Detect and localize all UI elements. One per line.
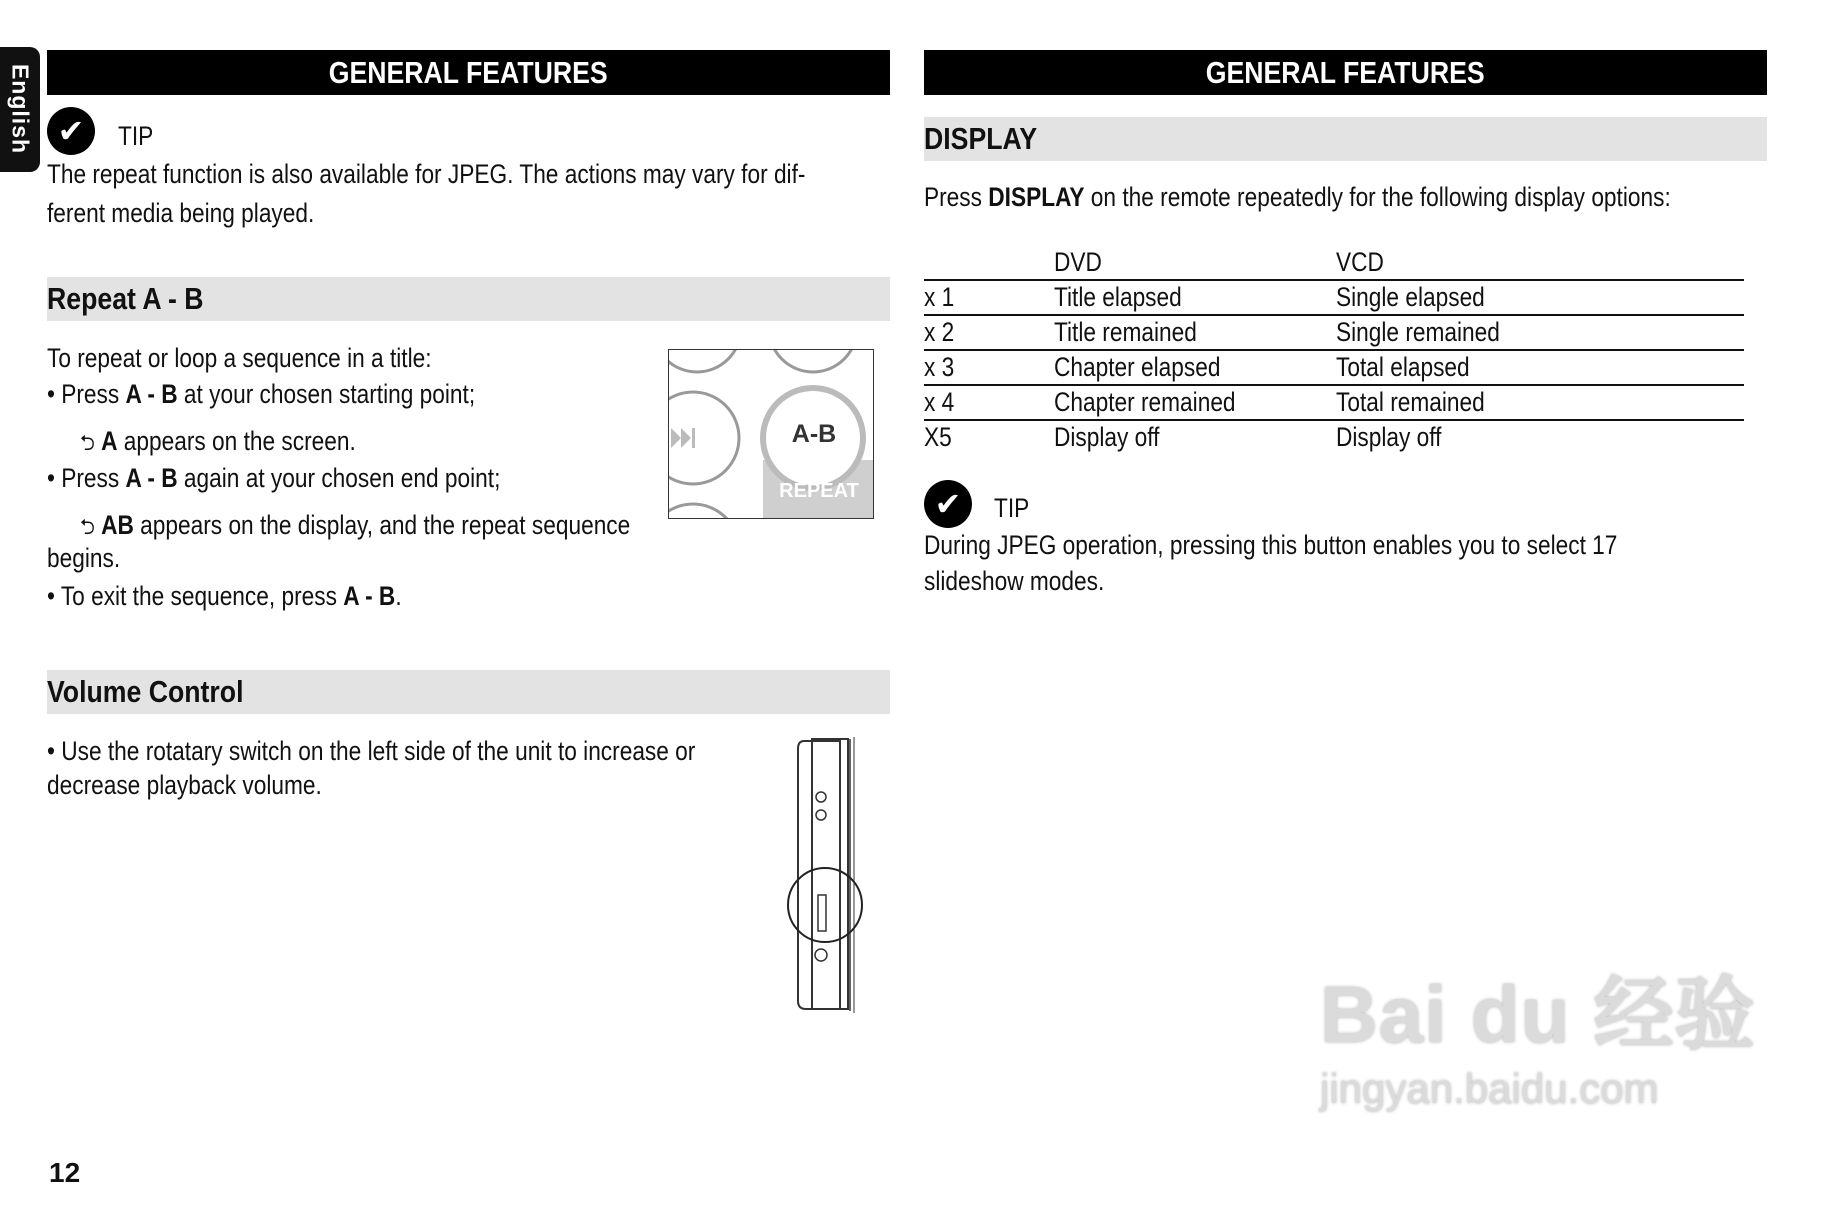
- repeat-arrow-icon: ⮌: [80, 430, 95, 455]
- repeat-ab-result-1: ⮌ A appears on the screen.: [80, 426, 356, 456]
- tip-check-icon: ✔: [47, 107, 95, 155]
- skip-next-icon: [671, 428, 695, 448]
- right-tip-line-1: During JPEG operation, pressing this button enables you to select 17: [924, 530, 1618, 560]
- table-cell: Chapter elapsed: [1054, 350, 1336, 385]
- ab-button-label: A-B: [791, 420, 837, 448]
- table-row: [924, 350, 1744, 385]
- table-row: [924, 315, 1744, 350]
- table-cell: x 1: [924, 280, 1054, 315]
- ab-button-illustration: [668, 349, 874, 519]
- repeat-ab-result-2-cont: begins.: [47, 543, 121, 573]
- tip-check-icon: ✔: [924, 480, 972, 528]
- right-section-header-text: GENERAL FEATURES: [1206, 55, 1485, 90]
- table-cell: Chapter remained: [1054, 385, 1336, 420]
- page-number: 12: [49, 1157, 81, 1188]
- table-cell: x 3: [924, 350, 1054, 385]
- table-cell: Total elapsed: [1336, 350, 1744, 385]
- table-cell: Title elapsed: [1054, 280, 1336, 315]
- watermark-url: jingyan.baidu.com: [1320, 1065, 1659, 1112]
- display-options-table: [924, 246, 1744, 454]
- volume-line-1: • Use the rotatary switch on the left side of the unit to increase or: [47, 736, 696, 766]
- repeat-ab-step-1: • Press A - B at your chosen starting point;: [47, 379, 476, 409]
- left-section-header: [47, 50, 890, 95]
- repeat-ab-step-3: • To exit the sequence, press A - B.: [47, 581, 402, 611]
- display-options-table-wrap: [924, 246, 1744, 454]
- left-tip-line-1: The repeat function is also available for JPEG. The actions may vary for dif-: [47, 159, 806, 189]
- table-cell: X5: [924, 422, 952, 452]
- repeat-arrow-icon: ⮌: [80, 514, 95, 539]
- table-cell: Title remained: [1054, 315, 1336, 350]
- language-tab: [0, 47, 40, 172]
- repeat-ab-result-2: ⮌ AB appears on the display, and the repeat sequence: [80, 510, 631, 540]
- volume-control-heading: Volume Control: [47, 670, 890, 714]
- table-row: [924, 280, 1744, 315]
- table-cell: Single elapsed: [1336, 280, 1744, 315]
- volume-line-2: decrease playback volume.: [47, 770, 322, 800]
- display-intro: Press DISPLAY on the remote repeatedly for the following display options:: [924, 182, 1671, 212]
- table-header-cell: VCD: [1336, 246, 1744, 280]
- table-cell: Display off: [1054, 422, 1160, 452]
- left-tip-line-2: ferent media being played.: [47, 198, 315, 228]
- table-cell: Display off: [1336, 422, 1442, 452]
- table-cell: x 2: [924, 315, 1054, 350]
- repeat-ab-intro: To repeat or loop a sequence in a title:: [47, 343, 432, 373]
- repeat-ab-heading: Repeat A - B: [47, 277, 890, 321]
- table-cell: x 4: [924, 385, 1054, 420]
- table-cell: Single remained: [1336, 315, 1744, 350]
- table-header-cell: DVD: [1054, 246, 1336, 280]
- table-header-cell: [924, 246, 1054, 280]
- table-cell: Total remained: [1336, 385, 1744, 420]
- ab-button-sublabel: REPEAT: [779, 480, 859, 502]
- table-row: [924, 420, 1744, 454]
- right-section-header: [924, 50, 1767, 95]
- baidu-watermark: [1320, 950, 1756, 1113]
- right-tip-line-2: slideshow modes.: [924, 566, 1105, 596]
- display-heading: DISPLAY: [924, 117, 1767, 161]
- repeat-ab-step-2: • Press A - B again at your chosen end point;: [47, 463, 501, 493]
- left-tip-label: TIP: [118, 121, 154, 151]
- right-tip-label: TIP: [994, 493, 1030, 523]
- table-row: [924, 385, 1744, 420]
- left-section-header-text: GENERAL FEATURES: [329, 55, 608, 90]
- watermark-brand: Bai du 经验: [1320, 970, 1756, 1059]
- table-header-row: [924, 246, 1744, 280]
- language-tab-label: English: [7, 63, 34, 155]
- device-side-illustration: [780, 735, 870, 1015]
